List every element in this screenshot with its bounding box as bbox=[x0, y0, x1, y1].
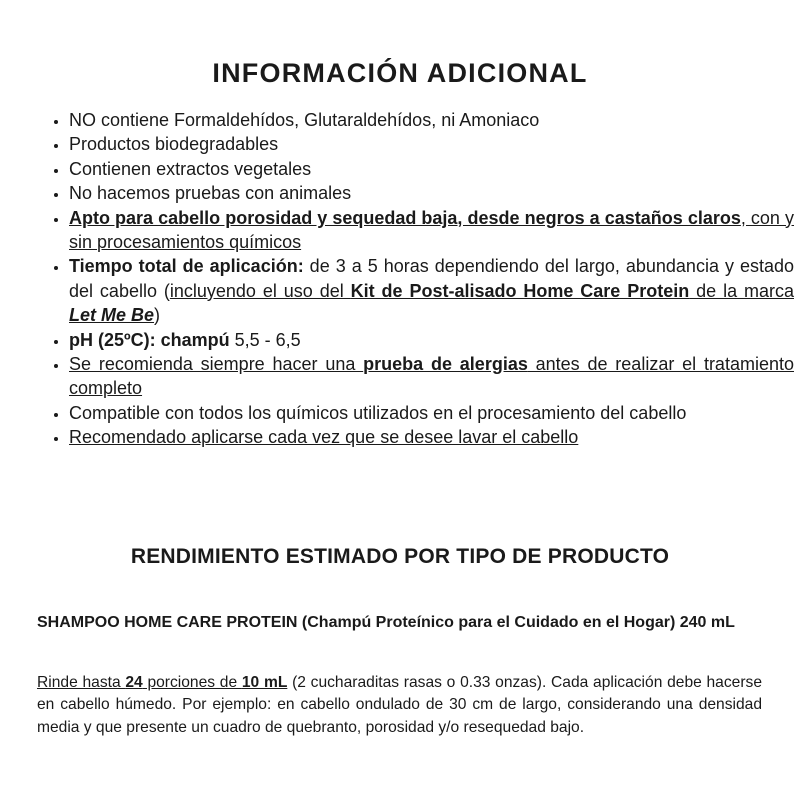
yield-portions-of: porciones de bbox=[142, 674, 242, 691]
yield-details: (2 cucharaditas rasas o 0.33 onzas). Cada aplicación debe hacerse en cabello húmedo. Por ejemplo: en cabello ondulado de 30 cm de largo, considerando una densidad media y que presente un cuadro de quebranto, porosidad y/o resequedad bajo. bbox=[37, 674, 762, 736]
bullet-cruelty-free bbox=[69, 181, 794, 205]
bullet-text: Compatible con todos los químicos utilizados en el procesamiento del cabello bbox=[69, 402, 687, 423]
section-title-yield: RENDIMIENTO ESTIMADO POR TIPO DE PRODUCTO bbox=[130, 545, 670, 568]
allergy-intro: Se recomienda siempre hacer una bbox=[69, 354, 364, 375]
info-bullet-list bbox=[38, 108, 794, 450]
application-time-label: Tiempo total de aplicación: bbox=[69, 256, 304, 277]
bullet-usage-frequency bbox=[69, 425, 794, 449]
bullet-no-formaldehyde bbox=[69, 108, 794, 132]
bullet-compatibility bbox=[69, 401, 794, 425]
bullet-text: No hacemos pruebas con animales bbox=[69, 183, 352, 204]
yield-description bbox=[37, 672, 762, 739]
yield-portions: 24 bbox=[125, 674, 143, 691]
kit-usage-text: incluyendo el uso del bbox=[169, 280, 351, 301]
yield-portion-size: 10 mL bbox=[241, 674, 288, 691]
suitability-text: Apto para cabello porosidad y sequedad baja, desde negros a castaños claros bbox=[69, 207, 741, 228]
bullet-text: Productos biodegradables bbox=[69, 134, 279, 155]
allergy-test-label: prueba de alergias bbox=[363, 354, 528, 375]
closing-paren: ) bbox=[154, 305, 161, 326]
bullet-biodegradable bbox=[69, 132, 794, 156]
ph-value: 5,5 - 6,5 bbox=[229, 329, 301, 350]
bullet-application-time bbox=[69, 254, 794, 327]
brand-name: Let Me Be bbox=[69, 305, 155, 326]
bullet-hair-suitability bbox=[69, 206, 794, 255]
section-title-additional-info: INFORMACIÓN ADICIONAL bbox=[212, 58, 588, 88]
suitability-connector: , con y sin bbox=[69, 207, 794, 253]
application-time-value: de 3 a 5 horas dependiendo del largo, abundancia y estado del cabello ( bbox=[69, 256, 794, 301]
suitability-processing: procesamientos químicos bbox=[97, 232, 302, 253]
bullet-plant-extracts bbox=[69, 157, 794, 181]
bullet-text: NO contiene Formaldehídos, Glutaraldehídos, ni Amoniaco bbox=[69, 110, 540, 130]
allergy-outro: antes de realizar el tratamiento completo bbox=[69, 354, 794, 399]
bullet-text: Contienen extractos vegetales bbox=[69, 158, 312, 179]
kit-name: Kit de Post-alisado Home Care Protein bbox=[350, 280, 690, 301]
product-heading: SHAMPOO HOME CARE PROTEIN (Champú Proteínico para el Cuidado en el Hogar) 240 mL bbox=[37, 614, 735, 631]
bullet-ph bbox=[69, 328, 794, 352]
bullet-text: Recomendado aplicarse cada vez que se desee lavar el cabello bbox=[69, 427, 579, 448]
brand-connector: de la marca bbox=[689, 280, 794, 301]
ph-label: pH (25ºC): champú bbox=[69, 329, 230, 350]
bullet-allergy-test bbox=[69, 352, 794, 401]
yield-intro: Rinde hasta bbox=[37, 674, 126, 691]
